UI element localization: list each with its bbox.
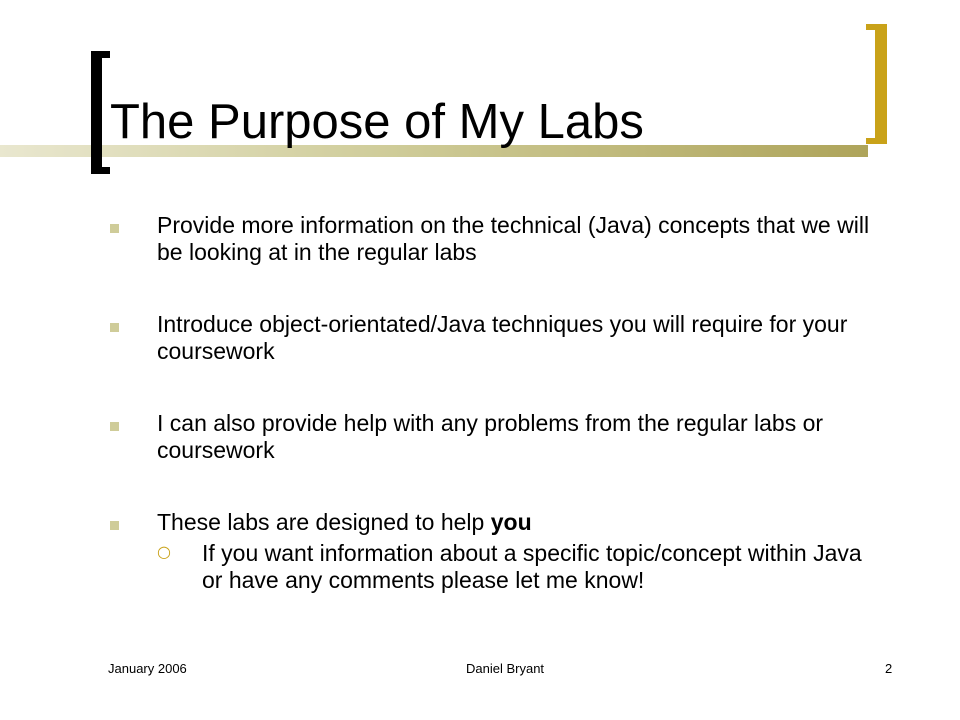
bullet-text: I can also provide help with any problems from the regular labs or coursework	[157, 410, 824, 463]
sub-bullet-text: If you want information about a specific topic/concept within Java or have any comments please let me know!	[202, 540, 862, 593]
bullet-text: Introduce object-orientated/Java techniques you will require for your coursework	[157, 311, 848, 364]
square-bullet-icon	[110, 224, 119, 233]
slide-title: The Purpose of My Labs	[110, 95, 644, 149]
square-bullet-icon	[110, 422, 119, 431]
bullet-item	[110, 212, 870, 266]
hollow-circle-bullet-icon: ○	[157, 542, 171, 561]
left-bracket-decoration	[91, 51, 110, 174]
right-bracket-decoration	[866, 24, 887, 144]
bullet-item	[110, 311, 870, 365]
footer-page-number: 2	[885, 661, 893, 676]
bullet-list	[110, 212, 870, 594]
footer-date: January 2006	[108, 661, 187, 676]
square-bullet-icon	[110, 521, 119, 530]
bullet-text-emphasis: you	[490, 509, 532, 535]
bullet-text: Provide more information on the technical (Java) concepts that we will be looking at in the regular labs	[157, 212, 870, 265]
sub-bullet-item	[157, 540, 870, 594]
bullet-text-plain: These labs are designed to help	[157, 509, 491, 535]
footer-author: Daniel Bryant	[466, 661, 545, 676]
bullet-item	[110, 509, 870, 594]
bullet-item	[110, 410, 870, 464]
bullet-text	[157, 509, 532, 535]
square-bullet-icon	[110, 323, 119, 332]
